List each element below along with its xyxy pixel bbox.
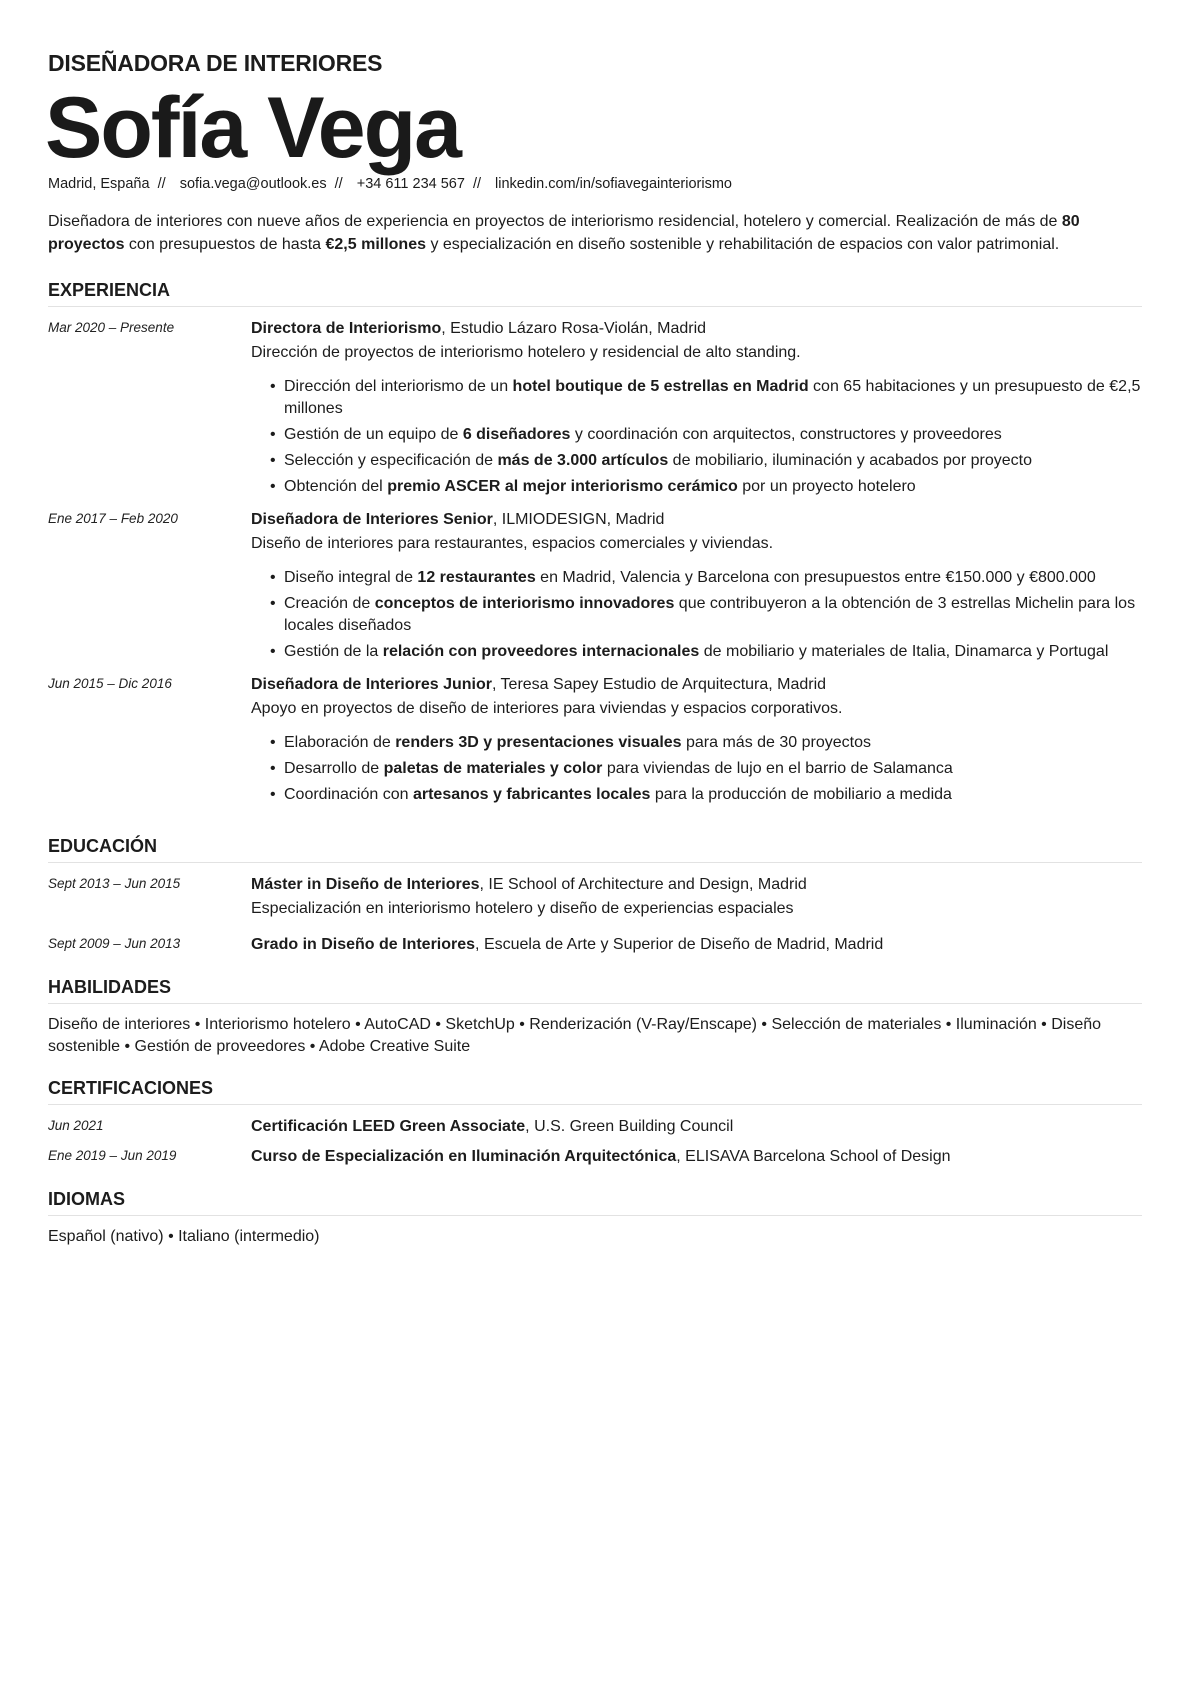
- location: Madrid, España: [48, 176, 150, 192]
- section-title: EXPERIENCIA: [48, 278, 1142, 307]
- languages-section: [48, 1187, 1142, 1248]
- entry-description: Diseño de interiores para restaurantes, espacios comerciales y viviendas.: [251, 535, 774, 552]
- entry-date: Mar 2020 – Presente: [48, 320, 175, 335]
- summary-text: y especialización en diseño sostenible y rehabilitación de espacios con valor patrimonial.: [426, 236, 1060, 253]
- separator: //: [472, 176, 482, 192]
- summary-text: con presupuestos de hasta: [124, 236, 326, 253]
- skills-list: Diseño de interiores • Interiorismo hotelero • AutoCAD • SketchUp • Renderización (V-Ray/Enscape) • Selección de materiales • Iluminación • Diseño sostenible • Gestión de proveedores • Adobe Creative Suite: [48, 1016, 1102, 1055]
- experience-entry: [48, 317, 1142, 502]
- achievement-list: [251, 567, 1142, 663]
- section-title: HABILIDADES: [48, 975, 1142, 1004]
- list-item: • Selección y especificación de más de 3.000 artículos de mobiliario, iluminación y acabados por proyecto: [284, 450, 1142, 472]
- entry-date: Jun 2021: [48, 1118, 104, 1133]
- education-section: [48, 834, 1142, 957]
- section-title: CERTIFICACIONES: [48, 1076, 1142, 1105]
- issuer: , U.S. Green Building Council: [525, 1118, 734, 1135]
- organization: , ILMIODESIGN, Madrid: [492, 511, 665, 528]
- experience-entry: [48, 508, 1142, 667]
- entry-date: Jun 2015 – Dic 2016: [48, 676, 172, 691]
- person-name: Sofía Vega: [45, 80, 460, 176]
- contact-line: [48, 174, 1142, 194]
- certification-entry: [48, 1145, 1142, 1169]
- position-title: Directora de Interiorismo: [251, 320, 442, 337]
- certification-name: Certificación LEED Green Associate: [251, 1118, 526, 1135]
- school-name: , Escuela de Arte y Superior de Diseño de Madrid, Madrid: [475, 936, 884, 953]
- experience-entry: [48, 673, 1142, 810]
- summary: [48, 210, 1142, 256]
- experience-section: [48, 278, 1142, 810]
- list-item: • Creación de conceptos de interiorismo innovadores que contribuyeron a la obtención de 3 estrellas Michelin para los locales diseñados: [284, 593, 1142, 637]
- school-name: , IE School of Architecture and Design, Madrid: [479, 876, 807, 893]
- entry-date: Ene 2017 – Feb 2020: [48, 511, 178, 526]
- list-item: • Desarrollo de paletas de materiales y color para viviendas de lujo en el barrio de Salamanca: [284, 758, 1142, 780]
- achievement-list: [251, 376, 1142, 498]
- summary-highlight: 80 proyectos: [48, 213, 1080, 253]
- organization: , Teresa Sapey Estudio de Arquitectura, Madrid: [491, 676, 827, 693]
- entry-description: Dirección de proyectos de interiorismo hotelero y residencial de alto standing.: [251, 344, 801, 361]
- list-item: • Elaboración de renders 3D y presentaciones visuales para más de 30 proyectos: [284, 732, 1142, 754]
- entry-description: Apoyo en proyectos de diseño de interiores para viviendas y espacios corporativos.: [251, 700, 843, 717]
- education-entry: [48, 933, 1142, 957]
- summary-text: Diseñadora de interiores con nueve años de experiencia en proyectos de interiorismo residencial, hotelero y comercial. Realización de más de: [48, 213, 1062, 230]
- summary-highlight: €2,5 millones: [325, 236, 426, 253]
- list-item: • Gestión de la relación con proveedores internacionales de mobiliario y materiales de Italia, Dinamarca y Portugal: [284, 641, 1142, 663]
- entry-date: Ene 2019 – Jun 2019: [48, 1148, 177, 1163]
- certification-name: Curso de Especialización en Iluminación Arquitectónica: [251, 1148, 677, 1165]
- linkedin-link[interactable]: linkedin.com/in/sofiavegainteriorismo: [495, 176, 732, 192]
- organization: , Estudio Lázaro Rosa-Violán, Madrid: [441, 320, 707, 337]
- entry-date: Sept 2013 – Jun 2015: [48, 876, 181, 891]
- position-title: Diseñadora de Interiores Junior: [251, 676, 492, 693]
- degree-title: Máster in Diseño de Interiores: [251, 876, 480, 893]
- list-item: • Dirección del interiorismo de un hotel boutique de 5 estrellas en Madrid con 65 habitaciones y un presupuesto de €2,5 millones: [284, 376, 1142, 420]
- languages-list: Español (nativo) • Italiano (intermedio): [48, 1228, 320, 1245]
- position-title: Diseñadora de Interiores Senior: [251, 511, 493, 528]
- email-link[interactable]: sofia.vega@outlook.es: [179, 176, 327, 192]
- certifications-section: [48, 1076, 1142, 1169]
- section-title: IDIOMAS: [48, 1187, 1142, 1216]
- job-title: DISEÑADORA DE INTERIORES: [48, 50, 383, 76]
- achievement-list: [251, 732, 1142, 806]
- education-entry: [48, 873, 1142, 921]
- list-item: • Coordinación con artesanos y fabricantes locales para la producción de mobiliario a medida: [284, 784, 1142, 806]
- separator: //: [157, 176, 166, 192]
- certification-entry: [48, 1115, 1142, 1139]
- phone-number[interactable]: +34 611 234 567: [356, 176, 465, 192]
- entry-description: Especialización en interiorismo hotelero y diseño de experiencias espaciales: [251, 900, 794, 917]
- section-title: EDUCACIÓN: [48, 834, 1142, 863]
- separator: //: [334, 176, 343, 192]
- list-item: • Gestión de un equipo de 6 diseñadores y coordinación con arquitectos, constructores y proveedores: [284, 424, 1142, 446]
- entry-date: Sept 2009 – Jun 2013: [48, 936, 181, 951]
- skills-section: [48, 975, 1142, 1058]
- list-item: • Obtención del premio ASCER al mejor interiorismo cerámico por un proyecto hotelero: [284, 476, 1142, 498]
- issuer: , ELISAVA Barcelona School of Design: [676, 1148, 951, 1165]
- degree-title: Grado in Diseño de Interiores: [251, 936, 476, 953]
- list-item: • Diseño integral de 12 restaurantes en Madrid, Valencia y Barcelona con presupuestos entre €150.000 y €800.000: [284, 567, 1142, 589]
